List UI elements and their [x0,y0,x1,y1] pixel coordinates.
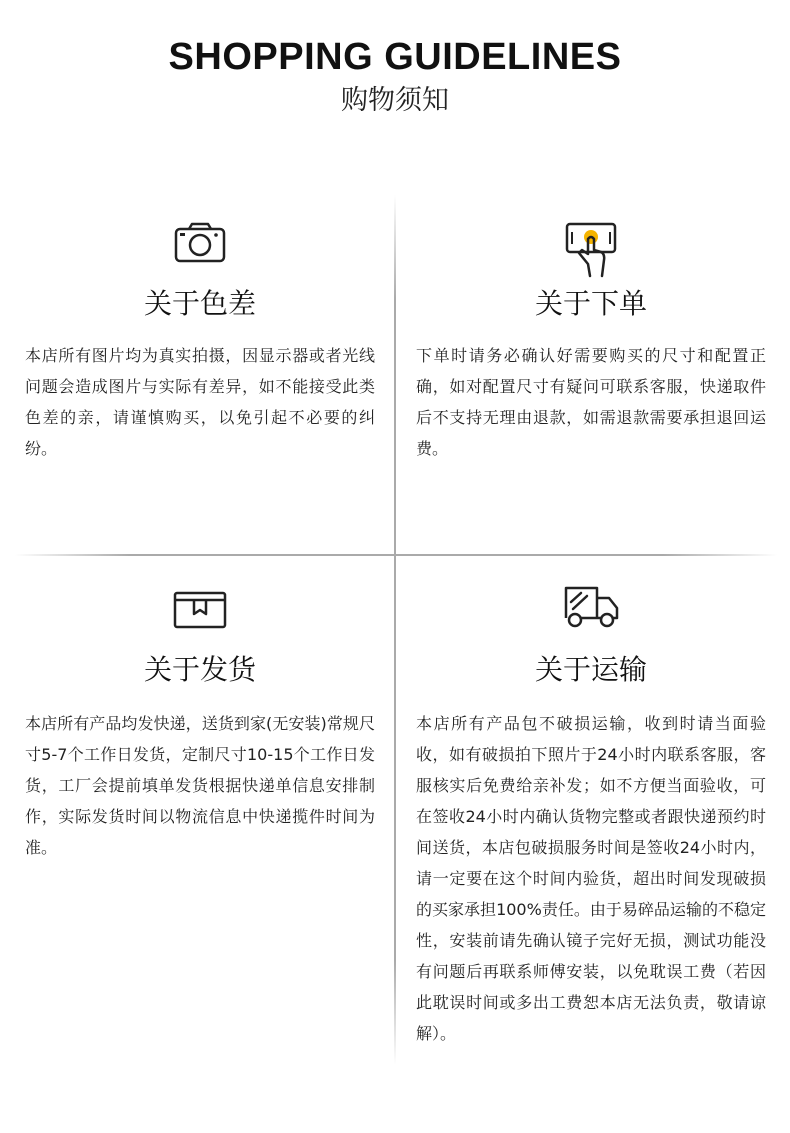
section-body: 本店所有产品均发快递，送货到家(无安装)常规尺寸5-7个工作日发货，定制尺寸10-15个工作日发货，工厂会提前填单发货根据快递单信息安排制作，实际发货时间以物流信息中快递揽件时间为准。 [25,714,375,857]
section-title: 关于发货 [143,653,256,686]
section-body: 下单时请务必确认好需要购买的尺寸和配置正确，如对配置尺寸有疑问可联系客服，快递取件后不支持无理由退款，如需退款需要承担退回运费。 [416,346,766,458]
phone-tap-icon [416,220,766,284]
box-icon [25,590,375,634]
page-title-en: SHOPPING GUIDELINES [168,36,622,78]
section-title: 关于下单 [534,287,647,320]
vertical-divider [394,195,396,1065]
camera-icon [25,222,375,268]
page-title-cn: 购物须知 [341,85,449,116]
section-title: 关于色差 [143,287,256,320]
section-body: 本店所有图片均为真实拍摄，因显示器或者光线问题会造成图片与实际有差异，如不能接受此类色差的亲，请谨慎购买，以免引起不必要的纠纷。 [25,346,375,458]
section-body: 本店所有产品包不破损运输，收到时请当面验收，如有破损拍下照片于24小时内联系客服，客服核实后免费给亲补发；如不方便当面验收，可在签收24小时内确认货物完整或者跟快递预约时间送货，本店包破损服务时间是签收24小时内，请一定要在这个时间内验货，超出时间发现破损的买家承担100%责任。由于易碎品运输的不稳定性，安装前请先确认镜子完好无损，测试功能没有问题后再联系师傅安装，以免耽误工费（若因此耽误时间或多出工费恕本店无法负责，敬请谅解）。 [416,714,766,1043]
section-title: 关于运输 [534,653,647,686]
horizontal-divider [15,554,777,556]
truck-icon [416,584,766,634]
